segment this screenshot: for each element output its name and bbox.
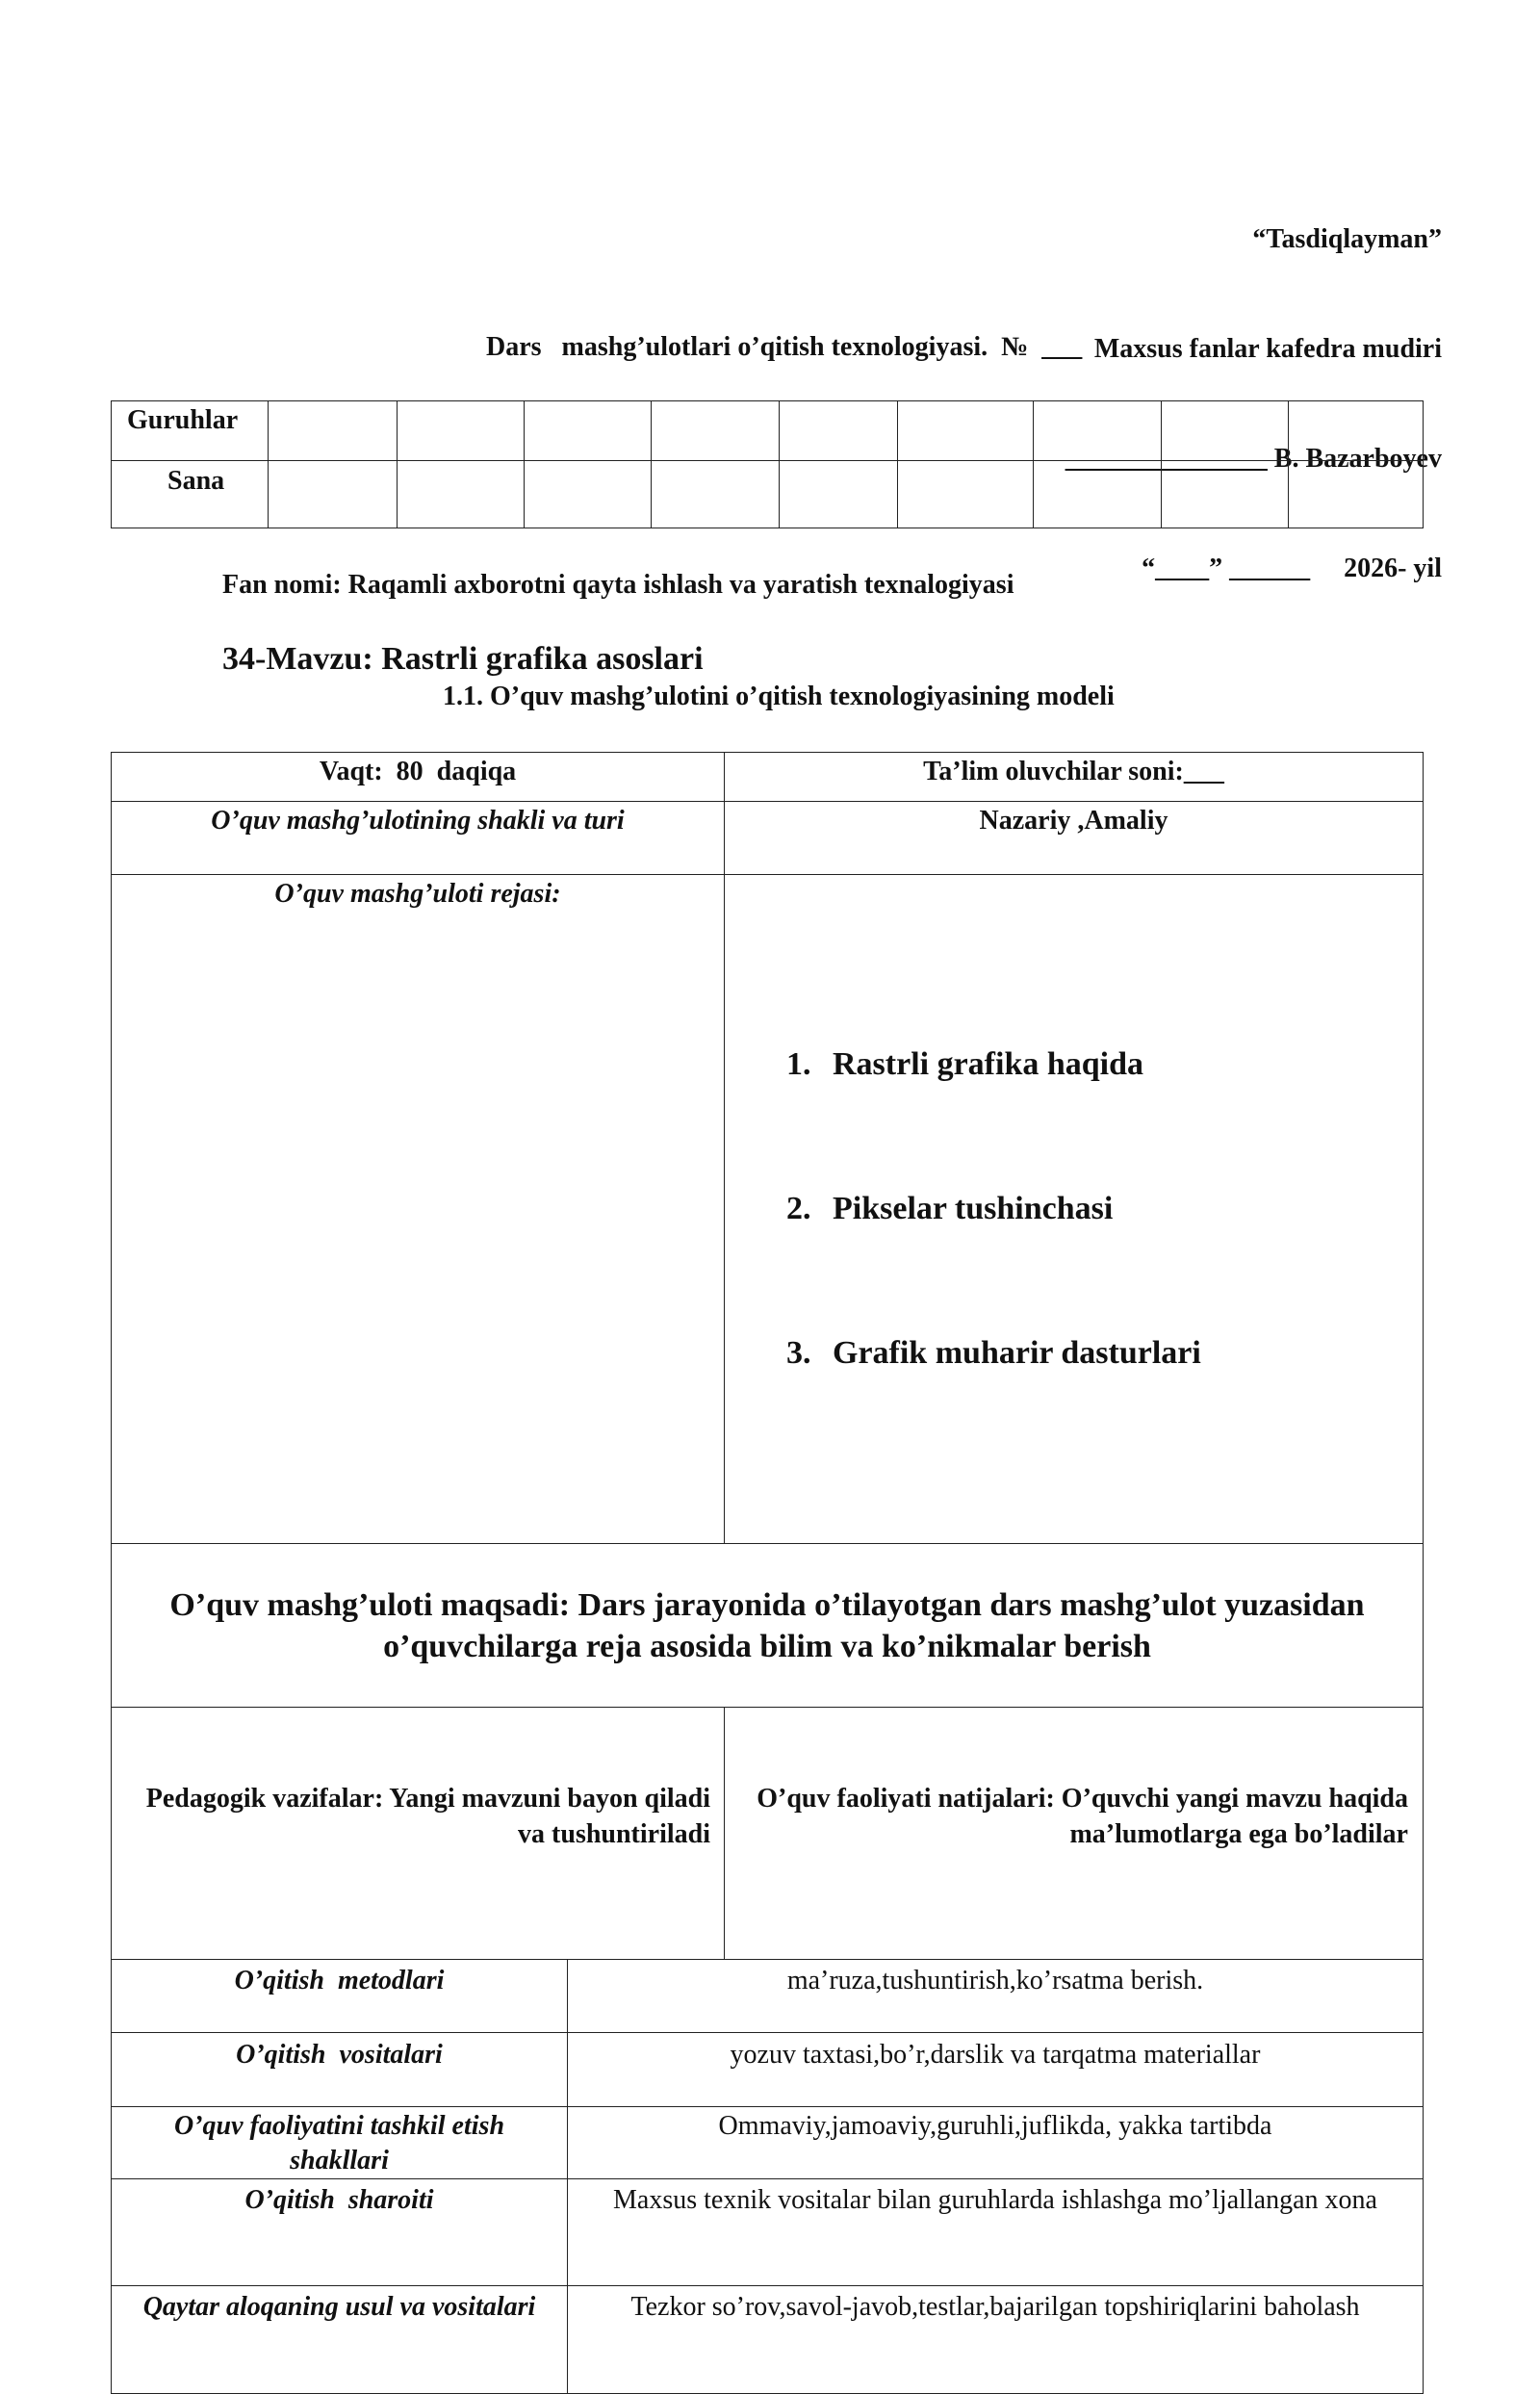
- plan-item: [786, 1041, 1423, 1089]
- groups-label-cell: [112, 401, 269, 461]
- date-cell: [652, 461, 780, 528]
- lesson-model-table: [111, 752, 1424, 2394]
- group-cell: [780, 401, 898, 461]
- learning-outcomes-cell: [725, 1708, 1424, 1960]
- methods-label: O’qitish metodlari: [234, 1966, 445, 1995]
- goal-cell: [112, 1544, 1424, 1708]
- date-cell: [525, 461, 652, 528]
- subject-name: Fan nomi: Raqamli axborotni qayta ishlash va yaratish texnalogiyasi: [222, 570, 1014, 600]
- methods-row: [112, 1960, 1424, 2033]
- plan-item: [786, 1185, 1423, 1233]
- tools-row: [112, 2033, 1424, 2107]
- group-cell: [652, 401, 780, 461]
- topic-title: 34-Mavzu: Rastrli grafika asoslari: [222, 641, 704, 677]
- group-cell: [1034, 401, 1162, 461]
- conditions-label-cell: [112, 2179, 568, 2286]
- methods-value-cell: [568, 1960, 1424, 2033]
- date-cell: [398, 461, 525, 528]
- plan-label-cell: [112, 875, 725, 1544]
- organization-forms-value-cell: [568, 2107, 1424, 2179]
- plan-item-text: Grafik muharir dasturlari: [833, 1335, 1201, 1371]
- conditions-value: Maxsus texnik vositalar bilan guruhlarda ishlashga mo’ljallangan xona: [613, 2185, 1377, 2215]
- feedback-label-cell: [112, 2286, 568, 2394]
- tools-value-cell: [568, 2033, 1424, 2107]
- duration-cell: [112, 753, 725, 802]
- form-value: Nazariy ,Amaliy: [979, 806, 1168, 836]
- students-count-cell: [725, 753, 1424, 802]
- plan-item: [786, 1329, 1423, 1377]
- date-cell: [1162, 461, 1289, 528]
- date-label: Sana: [167, 466, 225, 496]
- date-cell: [898, 461, 1034, 528]
- plan-item-text: Rastrli grafika haqida: [833, 1046, 1144, 1082]
- model-heading: 1.1. O’quv mashg’ulotini o’qitish texnologiyasining modeli: [443, 682, 1115, 711]
- group-cell: [398, 401, 525, 461]
- date-cell: [269, 461, 398, 528]
- duration: Vaqt: 80 daqiqa: [319, 757, 517, 786]
- approval-date: “____” ______ 2026- yil: [1142, 553, 1442, 583]
- approval-block: [1065, 148, 1442, 624]
- tasks-row: [112, 1708, 1424, 1960]
- lesson-goal: O’quv mashg’uloti maqsadi: Dars jarayonida o’tilayotgan dars mashg’ulot yuzasidan o’quvchilarga reja asosida bilim va ko’nikmalar berish: [169, 1586, 1373, 1664]
- group-cell: [525, 401, 652, 461]
- form-label: O’quv mashg’ulotining shakli va turi: [211, 806, 625, 836]
- document-title: Dars mashg’ulotlari o’qitish texnologiyasi. № ___: [486, 332, 1083, 362]
- approver-position: Maxsus fanlar kafedra mudiri: [1093, 334, 1442, 364]
- goal-row: [112, 1544, 1424, 1708]
- tools-label-cell: [112, 2033, 568, 2107]
- plan-item-number: 2.: [786, 1191, 811, 1226]
- duration-row: [112, 753, 1424, 802]
- form-label-cell: [112, 802, 725, 875]
- date-row: [112, 461, 1424, 528]
- methods-value: ma’ruza,tushuntirish,ko’rsatma berish.: [786, 1966, 1204, 1995]
- conditions-value-cell: [568, 2179, 1424, 2286]
- group-cell: [1162, 401, 1289, 461]
- conditions-label: O’qitish sharoiti: [244, 2185, 434, 2215]
- group-cell: [898, 401, 1034, 461]
- feedback-label: Qaytar aloqaning usul va vositalari: [142, 2292, 536, 2322]
- plan-list-cell: [725, 875, 1424, 1544]
- approval-title: “Tasdiqlayman”: [1252, 224, 1442, 254]
- feedback-value: Tezkor so’rov,savol-javob,testlar,bajarilgan topshiriqlarini baholash: [630, 2292, 1360, 2322]
- organization-forms-row: [112, 2107, 1424, 2179]
- date-cell: [1289, 461, 1424, 528]
- group-cell: [269, 401, 398, 461]
- groups-label: Guruhlar: [127, 405, 239, 435]
- form-value-cell: [725, 802, 1424, 875]
- learning-outcomes: O’quv faoliyati natijalari: O’quvchi yangi mavzu haqida ma’lumotlarga ega bo’ladilar: [757, 1784, 1415, 1849]
- date-label-cell: [112, 461, 269, 528]
- groups-row: [112, 401, 1424, 461]
- conditions-row: [112, 2179, 1424, 2286]
- plan-item-number: 1.: [786, 1046, 811, 1082]
- form-row: [112, 802, 1424, 875]
- group-cell: [1289, 401, 1424, 461]
- pedagogical-tasks: Pedagogik vazifalar: Yangi mavzuni bayon qiladi va tushuntiriladi: [145, 1784, 717, 1849]
- groups-table: [111, 400, 1424, 528]
- feedback-value-cell: [568, 2286, 1424, 2394]
- feedback-row: [112, 2286, 1424, 2394]
- date-cell: [1034, 461, 1162, 528]
- organization-forms-label: O’quv faoliyatini tashkil etish shakllari: [173, 2111, 512, 2175]
- plan-label: O’quv mashg’uloti rejasi:: [274, 879, 561, 909]
- students-count: Ta’lim oluvchilar soni:___: [923, 757, 1224, 786]
- organization-forms-label-cell: [112, 2107, 568, 2179]
- plan-list: [725, 944, 1423, 1474]
- tools-value: yozuv taxtasi,bo’r,darslik va tarqatma materiallar: [730, 2040, 1261, 2070]
- plan-row: [112, 875, 1424, 1544]
- methods-label-cell: [112, 1960, 568, 2033]
- approver-signature: _______________ B. Bazarboyev: [1065, 444, 1442, 474]
- pedagogical-tasks-cell: [112, 1708, 725, 1960]
- plan-item-text: Pikselar tushinchasi: [833, 1191, 1114, 1226]
- tools-label: O’qitish vositalari: [236, 2040, 443, 2070]
- date-cell: [780, 461, 898, 528]
- plan-item-number: 3.: [786, 1335, 811, 1371]
- organization-forms-value: Ommaviy,jamoaviy,guruhli,juflikda, yakka tartibda: [718, 2111, 1272, 2141]
